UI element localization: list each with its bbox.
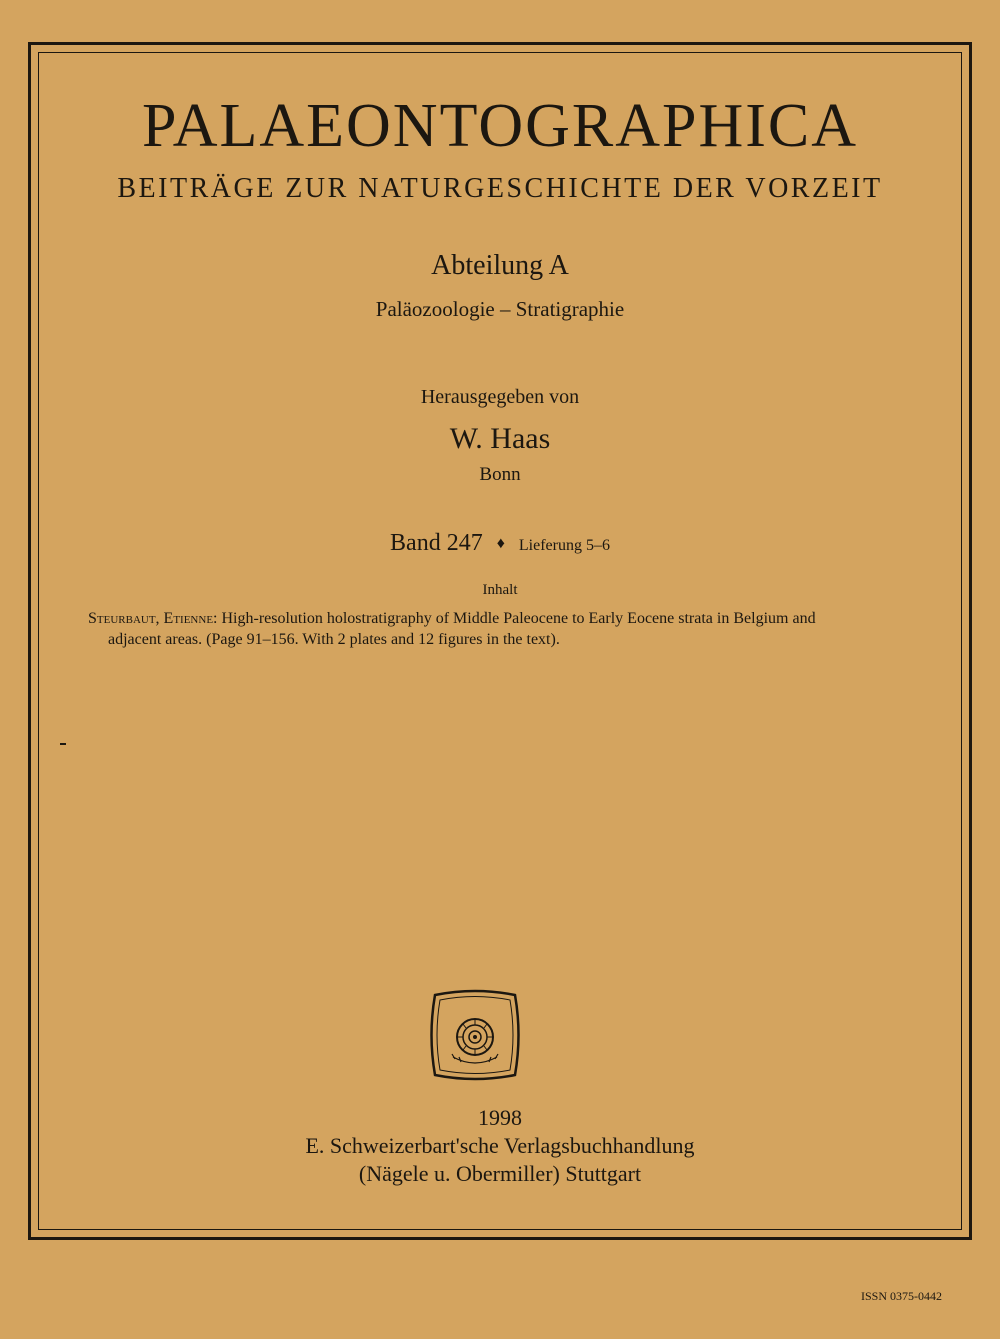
publisher-name: E. Schweizerbart'sche Verlagsbuchhandlung (305, 1133, 695, 1158)
editor-city: Bonn (479, 464, 521, 485)
journal-title: PALAEONTOGRAPHICA (141, 92, 859, 160)
contents-heading: Inhalt (482, 582, 518, 598)
band-number: Band 247 (390, 530, 483, 556)
ammonite-icon (457, 1019, 493, 1055)
issue-line (40, 530, 960, 557)
issn: ISSN 0375-0442 (860, 1289, 942, 1303)
entry-author: Steurbaut, Etienne: (88, 610, 218, 627)
section-name: Abteilung A (431, 250, 569, 281)
publication-year: 1998 (478, 1105, 522, 1130)
diamond-icon: ♦ (496, 535, 505, 552)
editor-label: Herausgegeben von (420, 386, 580, 408)
entry-title-line1: High-resolution holostratigraphy of Middle Paleocene to Early Eocene strata in Belgium and (217, 610, 816, 627)
editor-name: W. Haas (449, 422, 551, 455)
journal-subtitle: BEITRÄGE ZUR NATURGESCHICHTE DER VORZEIT (117, 173, 883, 204)
publisher-seal-logo (425, 985, 525, 1085)
publisher-location: (Nägele u. Obermiller) Stuttgart (358, 1161, 642, 1186)
lieferung: Lieferung 5–6 (518, 537, 610, 554)
section-fields: Paläozoologie – Stratigraphie (375, 297, 625, 321)
stray-mark (60, 743, 66, 745)
contents-entry (88, 608, 878, 650)
entry-title-line2: adjacent areas. (Page 91–156. With 2 plates and 12 figures in the text). (108, 631, 560, 648)
